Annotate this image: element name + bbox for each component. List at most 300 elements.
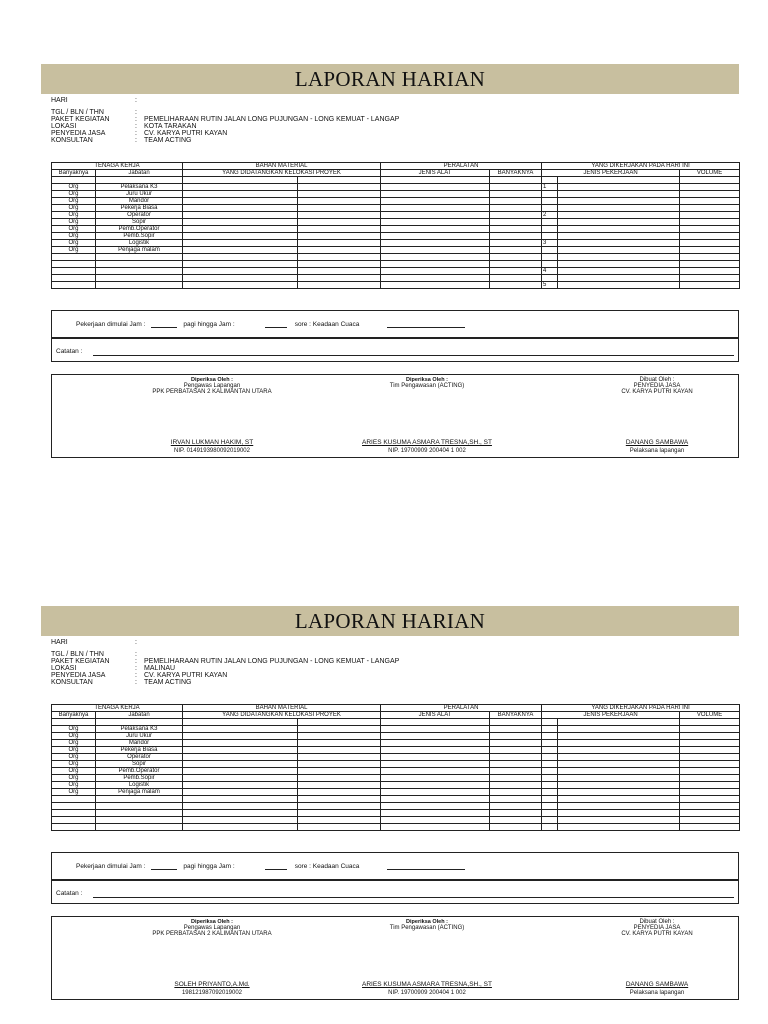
entry-cell[interactable] [490, 261, 542, 268]
job-volume-cell[interactable] [680, 212, 740, 219]
entry-cell[interactable] [298, 233, 381, 240]
entry-cell[interactable] [490, 789, 542, 796]
worker-count-cell[interactable]: Org [52, 198, 96, 205]
entry-cell[interactable] [183, 740, 298, 747]
worker-count-cell[interactable]: Org [52, 226, 96, 233]
worker-role-cell [96, 268, 183, 275]
job-description-cell[interactable] [558, 782, 680, 789]
entry-cell[interactable] [183, 726, 298, 733]
job-volume-cell[interactable] [680, 240, 740, 247]
entry-cell[interactable] [381, 198, 490, 205]
entry-cell[interactable] [298, 796, 381, 803]
job-description-cell[interactable] [558, 184, 680, 191]
entry-cell[interactable] [183, 226, 298, 233]
weather-field[interactable] [387, 327, 465, 328]
meta-row [51, 679, 191, 687]
entry-cell[interactable] [298, 261, 381, 268]
entry-cell[interactable] [490, 247, 542, 254]
job-description-cell[interactable] [558, 268, 680, 275]
work-hours-line [76, 863, 465, 870]
job-volume-cell[interactable] [680, 282, 740, 289]
worker-count-cell[interactable]: Org [52, 219, 96, 226]
worker-count-cell[interactable]: Org [52, 740, 96, 747]
entry-cell[interactable] [298, 768, 381, 775]
entry-cell[interactable] [490, 761, 542, 768]
entry-cell[interactable] [183, 796, 298, 803]
worker-role-cell [96, 177, 183, 184]
entry-cell[interactable] [490, 817, 542, 824]
entry-cell[interactable] [298, 282, 381, 289]
daily-report-1 [41, 64, 739, 454]
worker-count-cell[interactable] [52, 719, 96, 726]
worker-role-cell: Operator [96, 212, 183, 219]
entry-cell[interactable] [183, 177, 298, 184]
entry-cell[interactable] [490, 768, 542, 775]
entry-cell[interactable] [298, 810, 381, 817]
job-volume-cell[interactable] [680, 796, 740, 803]
entry-cell[interactable] [490, 824, 542, 831]
table-row [52, 810, 740, 817]
table-row [52, 275, 740, 282]
entry-cell[interactable] [490, 184, 542, 191]
job-volume-cell[interactable] [680, 789, 740, 796]
entry-cell[interactable] [183, 824, 298, 831]
entry-cell[interactable] [381, 733, 490, 740]
job-volume-cell[interactable] [680, 184, 740, 191]
job-volume-cell[interactable] [680, 775, 740, 782]
entry-cell[interactable] [298, 226, 381, 233]
entry-cell[interactable] [298, 824, 381, 831]
worker-role-cell: Mandor [96, 198, 183, 205]
meta-colon: : [135, 97, 137, 104]
entry-cell[interactable] [381, 247, 490, 254]
worker-count-cell[interactable]: Org [52, 768, 96, 775]
entry-cell[interactable] [381, 824, 490, 831]
entry-cell[interactable] [490, 275, 542, 282]
entry-cell[interactable] [490, 254, 542, 261]
entry-cell[interactable] [183, 191, 298, 198]
entry-cell[interactable] [490, 782, 542, 789]
entry-cell[interactable] [490, 191, 542, 198]
entry-cell[interactable] [183, 733, 298, 740]
worker-count-cell[interactable]: Org [52, 205, 96, 212]
worker-role-cell: Pelaksana K3 [96, 184, 183, 191]
entry-cell[interactable] [183, 761, 298, 768]
daily-report-2 [41, 606, 739, 996]
job-description-cell[interactable] [558, 803, 680, 810]
entry-cell[interactable] [298, 754, 381, 761]
entry-cell[interactable] [183, 754, 298, 761]
entry-cell[interactable] [381, 184, 490, 191]
table-row [52, 205, 740, 212]
worker-count-cell[interactable]: Org [52, 184, 96, 191]
entry-cell[interactable] [381, 205, 490, 212]
entry-cell[interactable] [298, 726, 381, 733]
entry-cell[interactable] [381, 747, 490, 754]
job-volume-cell[interactable] [680, 177, 740, 184]
entry-cell[interactable] [298, 268, 381, 275]
signatory-id: NIP. 19700909 200404 1 002 [388, 448, 466, 454]
entry-cell[interactable] [490, 268, 542, 275]
entry-cell[interactable] [490, 226, 542, 233]
worker-count-cell[interactable]: Org [52, 789, 96, 796]
signature-role: Pengawas Lapangan [183, 925, 241, 931]
banyaknya-header: Banyaknya [52, 170, 96, 177]
worker-count-cell[interactable]: Org [52, 747, 96, 754]
banyaknya-header: Banyaknya [52, 712, 96, 719]
entry-cell[interactable] [381, 768, 490, 775]
entry-cell[interactable] [298, 775, 381, 782]
notes-line [56, 348, 82, 355]
subheader-row [52, 712, 740, 719]
job-description-cell[interactable] [558, 240, 680, 247]
entry-cell[interactable] [381, 191, 490, 198]
signatory-id: NIP. 0149193980092019002 [174, 448, 250, 454]
signatory-name: IRVAN LUKMAN HAKIM, ST [170, 439, 254, 446]
entry-cell[interactable] [183, 212, 298, 219]
job-volume-cell[interactable] [680, 768, 740, 775]
job-description-cell[interactable] [558, 198, 680, 205]
entry-cell[interactable] [183, 775, 298, 782]
job-description-cell[interactable] [558, 205, 680, 212]
worker-count-cell[interactable] [52, 254, 96, 261]
table-row [52, 726, 740, 733]
job-volume-cell[interactable] [680, 824, 740, 831]
entry-cell[interactable] [298, 740, 381, 747]
worker-count-cell[interactable] [52, 810, 96, 817]
job-number-cell [542, 219, 558, 226]
entry-cell[interactable] [298, 782, 381, 789]
entry-cell[interactable] [183, 184, 298, 191]
entry-cell[interactable] [490, 810, 542, 817]
entry-cell[interactable] [381, 226, 490, 233]
job-volume-cell[interactable] [680, 254, 740, 261]
entry-cell[interactable] [490, 775, 542, 782]
entry-cell[interactable] [298, 719, 381, 726]
entry-cell[interactable] [490, 219, 542, 226]
entry-cell[interactable] [183, 817, 298, 824]
worker-count-cell[interactable] [52, 796, 96, 803]
entry-cell[interactable] [298, 177, 381, 184]
job-description-cell[interactable] [558, 177, 680, 184]
entry-cell[interactable] [298, 184, 381, 191]
signature-org: PPK PERBATASAN 2 KALIMANTAN UTARA [152, 931, 272, 937]
entry-cell[interactable] [381, 268, 490, 275]
entry-cell[interactable] [490, 740, 542, 747]
job-description-cell[interactable] [558, 789, 680, 796]
entry-cell[interactable] [183, 254, 298, 261]
entry-cell[interactable] [381, 719, 490, 726]
table-row [52, 796, 740, 803]
job-volume-cell[interactable] [680, 803, 740, 810]
entry-cell[interactable] [183, 768, 298, 775]
job-volume-cell[interactable] [680, 261, 740, 268]
jenis-pekerjaan-header: JENIS PEKERJAAN [542, 712, 680, 719]
entry-cell[interactable] [381, 726, 490, 733]
meta-colon: : [135, 651, 137, 658]
job-number-cell: 4 [542, 268, 558, 275]
worker-count-cell[interactable] [52, 824, 96, 831]
entry-cell[interactable] [183, 782, 298, 789]
entry-cell[interactable] [298, 191, 381, 198]
job-description-cell[interactable] [558, 282, 680, 289]
entry-cell[interactable] [183, 198, 298, 205]
job-volume-cell[interactable] [680, 191, 740, 198]
entry-cell[interactable] [381, 775, 490, 782]
worker-count-cell[interactable] [52, 282, 96, 289]
entry-cell[interactable] [183, 747, 298, 754]
table-row [52, 782, 740, 789]
entry-cell[interactable] [298, 761, 381, 768]
entry-cell[interactable] [183, 275, 298, 282]
worker-count-cell[interactable]: Org [52, 775, 96, 782]
job-volume-cell[interactable] [680, 219, 740, 226]
job-number-cell [542, 205, 558, 212]
entry-cell[interactable] [183, 268, 298, 275]
worker-count-cell[interactable]: Org [52, 782, 96, 789]
worker-count-cell[interactable] [52, 177, 96, 184]
entry-cell[interactable] [298, 747, 381, 754]
entry-cell[interactable] [490, 282, 542, 289]
job-description-cell[interactable] [558, 768, 680, 775]
meta-row [51, 639, 144, 647]
entry-cell[interactable] [381, 761, 490, 768]
entry-cell[interactable] [298, 247, 381, 254]
meta-label: HARI [51, 97, 68, 104]
worker-count-cell[interactable]: Org [52, 240, 96, 247]
entry-cell[interactable] [490, 726, 542, 733]
job-volume-cell[interactable] [680, 740, 740, 747]
job-description-cell[interactable] [558, 247, 680, 254]
job-number-cell [542, 817, 558, 824]
entry-cell[interactable] [490, 733, 542, 740]
job-description-cell[interactable] [558, 726, 680, 733]
entry-cell[interactable] [298, 240, 381, 247]
worker-role-cell: Juru Ukur [96, 733, 183, 740]
entry-cell[interactable] [298, 219, 381, 226]
entry-cell[interactable] [381, 212, 490, 219]
signature-column [332, 377, 522, 389]
entry-cell[interactable] [183, 282, 298, 289]
job-description-cell[interactable] [558, 775, 680, 782]
job-volume-cell[interactable] [680, 247, 740, 254]
job-number-cell [542, 719, 558, 726]
job-description-cell[interactable] [558, 212, 680, 219]
job-volume-cell[interactable] [680, 275, 740, 282]
entry-cell[interactable] [490, 796, 542, 803]
worker-count-cell[interactable]: Org [52, 761, 96, 768]
job-number-cell [542, 796, 558, 803]
job-description-cell[interactable] [558, 226, 680, 233]
meta-label: KONSULTAN [51, 137, 93, 144]
job-volume-cell[interactable] [680, 205, 740, 212]
pekerjaan-header: YANG DIKERJAKAN PADA HARI INI [542, 163, 740, 170]
job-volume-cell[interactable] [680, 782, 740, 789]
entry-cell[interactable] [490, 719, 542, 726]
table-row [52, 219, 740, 226]
notes-field[interactable] [93, 897, 734, 898]
entry-cell[interactable] [183, 261, 298, 268]
entry-cell[interactable] [381, 219, 490, 226]
entry-cell[interactable] [381, 796, 490, 803]
table-row [52, 191, 740, 198]
job-description-cell[interactable] [558, 754, 680, 761]
job-description-cell[interactable] [558, 719, 680, 726]
entry-cell[interactable] [183, 803, 298, 810]
entry-cell[interactable] [183, 810, 298, 817]
table-row [52, 247, 740, 254]
entry-cell[interactable] [381, 740, 490, 747]
job-description-cell[interactable] [558, 810, 680, 817]
worker-count-cell[interactable] [52, 275, 96, 282]
signatory-name: DANANG SAMBAWA [625, 439, 689, 446]
worker-count-cell[interactable] [52, 268, 96, 275]
meta-colon: : [135, 679, 137, 686]
worker-count-cell[interactable]: Org [52, 726, 96, 733]
meta-colon: : [135, 639, 137, 646]
peralatan-header: PERALATAN [381, 163, 542, 170]
meta-value: KOTA TARAKAN [144, 123, 197, 130]
header-row [52, 163, 740, 170]
worker-role-cell [96, 817, 183, 824]
job-number-cell [542, 824, 558, 831]
job-volume-cell[interactable] [680, 198, 740, 205]
entry-cell[interactable] [183, 205, 298, 212]
entry-cell[interactable] [381, 803, 490, 810]
job-volume-cell[interactable] [680, 726, 740, 733]
start-time-field[interactable] [151, 869, 177, 870]
worker-count-cell[interactable]: Org [52, 191, 96, 198]
job-volume-cell[interactable] [680, 226, 740, 233]
job-volume-cell[interactable] [680, 233, 740, 240]
job-description-cell[interactable] [558, 191, 680, 198]
entry-cell[interactable] [381, 810, 490, 817]
meta-label: LOKASI [51, 665, 77, 672]
job-description-cell[interactable] [558, 219, 680, 226]
job-description-cell[interactable] [558, 761, 680, 768]
worker-count-cell[interactable]: Org [52, 247, 96, 254]
job-description-cell[interactable] [558, 817, 680, 824]
job-volume-cell[interactable] [680, 747, 740, 754]
entry-cell[interactable] [381, 282, 490, 289]
job-volume-cell[interactable] [680, 719, 740, 726]
job-description-cell[interactable] [558, 254, 680, 261]
job-description-cell[interactable] [558, 796, 680, 803]
entry-cell[interactable] [490, 177, 542, 184]
end-time-field[interactable] [265, 869, 287, 870]
notes-field[interactable] [93, 355, 734, 356]
entry-cell[interactable] [490, 240, 542, 247]
worker-count-cell[interactable]: Org [52, 754, 96, 761]
meta-colon: : [135, 672, 137, 679]
entry-cell[interactable] [381, 782, 490, 789]
entry-cell[interactable] [381, 275, 490, 282]
entry-cell[interactable] [490, 803, 542, 810]
table-row [52, 240, 740, 247]
meta-label: PENYEDIA JASA [51, 672, 106, 679]
worker-count-cell[interactable]: Org [52, 233, 96, 240]
signature-org: CV. KARYA PUTRI KAYAN [621, 931, 693, 937]
signatory-name: SOLEH PRIYANTO,A.Md. [174, 981, 250, 988]
entry-cell[interactable] [183, 719, 298, 726]
entry-cell[interactable] [183, 247, 298, 254]
worker-count-cell[interactable]: Org [52, 212, 96, 219]
entry-cell[interactable] [490, 212, 542, 219]
worker-count-cell[interactable]: Org [52, 733, 96, 740]
meta-value: CV. KARYA PUTRI KAYAN [144, 672, 228, 679]
meta-label: TGL / BLN / THN [51, 109, 104, 116]
entry-cell[interactable] [490, 754, 542, 761]
entry-cell[interactable] [298, 817, 381, 824]
job-description-cell[interactable] [558, 275, 680, 282]
job-volume-cell[interactable] [680, 817, 740, 824]
entry-cell[interactable] [298, 254, 381, 261]
job-volume-cell[interactable] [680, 268, 740, 275]
entry-cell[interactable] [183, 233, 298, 240]
entry-cell[interactable] [298, 733, 381, 740]
entry-cell[interactable] [183, 219, 298, 226]
entry-cell[interactable] [381, 233, 490, 240]
job-description-cell[interactable] [558, 261, 680, 268]
entry-cell[interactable] [490, 747, 542, 754]
weather-field[interactable] [387, 869, 465, 870]
entry-cell[interactable] [381, 177, 490, 184]
entry-cell[interactable] [381, 817, 490, 824]
end-time-label: pagi hingga Jam : [183, 321, 235, 328]
entry-cell[interactable] [381, 240, 490, 247]
meta-value: PEMELIHARAAN RUTIN JALAN LONG PUJUNGAN - LONG KEMUAT - LANGAP [144, 116, 400, 123]
entry-cell[interactable] [490, 205, 542, 212]
entry-cell[interactable] [298, 803, 381, 810]
entry-cell[interactable] [183, 240, 298, 247]
job-description-cell[interactable] [558, 740, 680, 747]
entry-cell[interactable] [298, 275, 381, 282]
worker-role-cell: Pemb.Operator [96, 768, 183, 775]
table-row [52, 740, 740, 747]
worker-count-cell[interactable] [52, 803, 96, 810]
entry-cell[interactable] [298, 212, 381, 219]
job-volume-cell[interactable] [680, 733, 740, 740]
meta-value: CV. KARYA PUTRI KAYAN [144, 130, 228, 137]
job-number-cell [542, 789, 558, 796]
entry-cell[interactable] [490, 233, 542, 240]
job-description-cell[interactable] [558, 233, 680, 240]
entry-cell[interactable] [298, 198, 381, 205]
entry-cell[interactable] [381, 254, 490, 261]
entry-cell[interactable] [298, 789, 381, 796]
job-description-cell[interactable] [558, 824, 680, 831]
job-volume-cell[interactable] [680, 761, 740, 768]
start-time-field[interactable] [151, 327, 177, 328]
job-description-cell[interactable] [558, 747, 680, 754]
signatory-id: Pelaksana lapangan [629, 990, 685, 996]
worker-count-cell[interactable] [52, 261, 96, 268]
worker-role-cell: Mandor [96, 740, 183, 747]
entry-cell[interactable] [381, 789, 490, 796]
job-volume-cell[interactable] [680, 810, 740, 817]
entry-cell[interactable] [298, 205, 381, 212]
end-time-field[interactable] [265, 327, 287, 328]
job-description-cell[interactable] [558, 733, 680, 740]
weather-label: sore : Keadaan Cuaca [294, 321, 360, 328]
job-volume-cell[interactable] [680, 754, 740, 761]
entry-cell[interactable] [381, 754, 490, 761]
worker-count-cell[interactable] [52, 817, 96, 824]
entry-cell[interactable] [381, 261, 490, 268]
entry-cell[interactable] [183, 789, 298, 796]
entry-cell[interactable] [490, 198, 542, 205]
signature-role: Tim Pengawasan (ACTING) [389, 925, 465, 931]
